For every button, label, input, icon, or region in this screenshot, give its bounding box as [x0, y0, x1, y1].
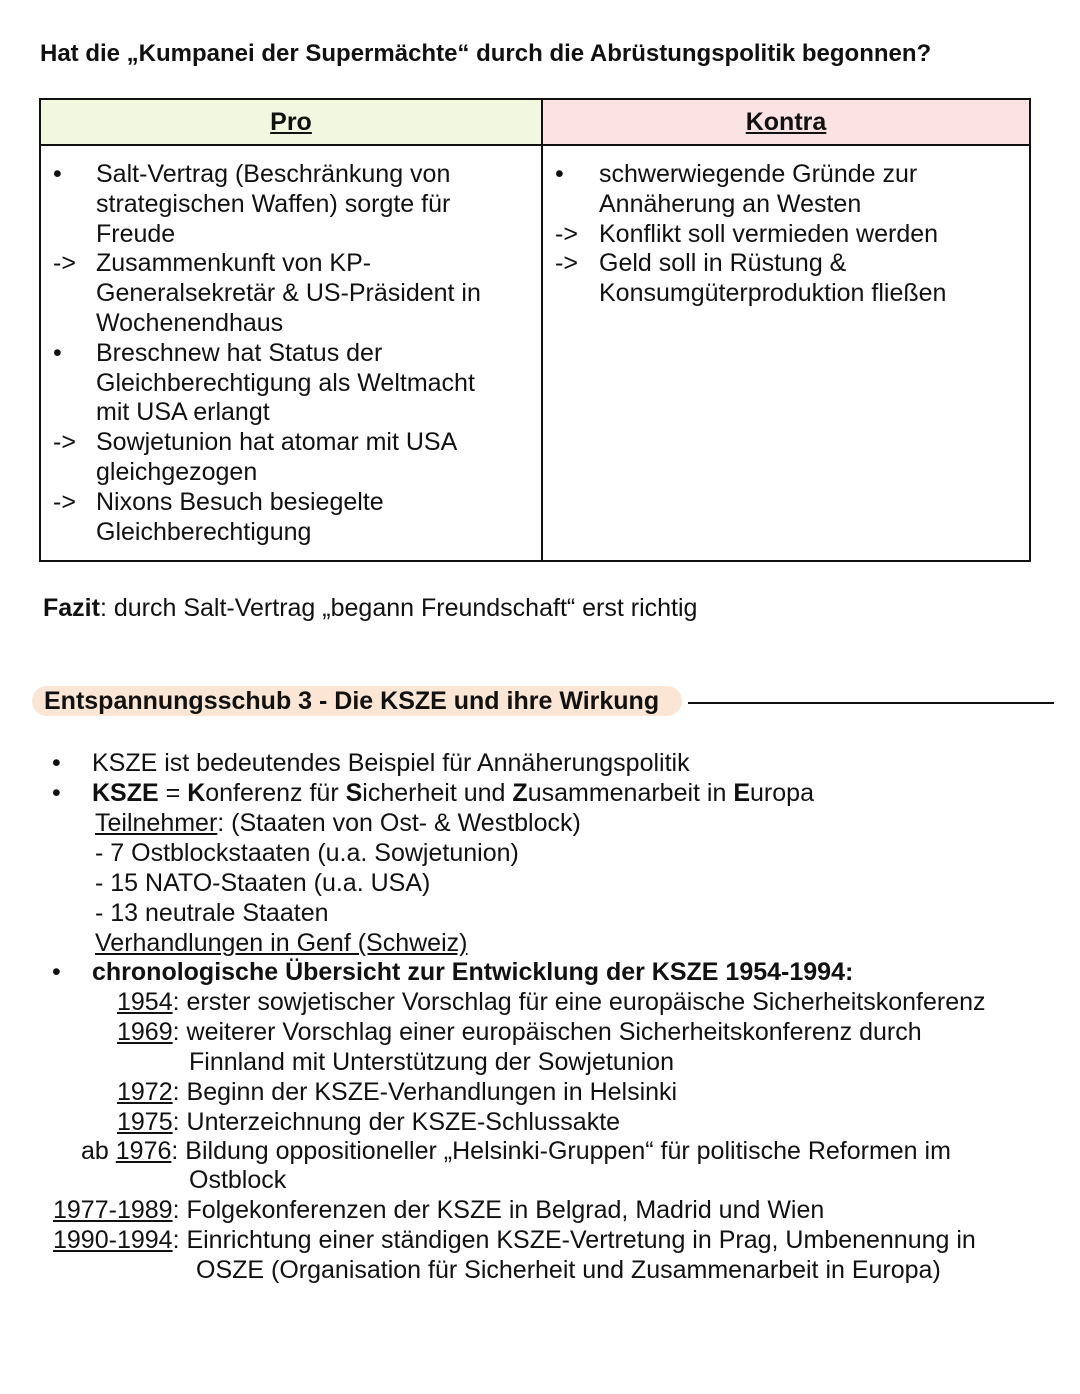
pro-line: [41, 369, 541, 399]
pro-text: Nixons Besuch besiegelte: [96, 487, 384, 516]
kontra-text: Geld soll in Rüstung &: [599, 249, 847, 278]
arrow-marker: ->: [555, 249, 578, 278]
kontra-line: [543, 160, 1029, 190]
pro-line: [41, 488, 541, 518]
pro-line: [41, 458, 541, 488]
teilnehmer-line: Teilnehmer: (Staaten von Ost- & Westblock): [95, 809, 581, 837]
kontra-line: [543, 279, 1029, 309]
bullet-dot: •: [52, 749, 61, 777]
timeline-entry-1954: 1954: erster sowjetischer Vorschlag für eine europäische Sicherheitskonferenz: [117, 988, 986, 1016]
pro-text: Freude: [96, 219, 176, 248]
pro-text: Gleichberechtigung: [96, 517, 312, 546]
timeline-entry-1976-cont: Ostblock: [189, 1166, 287, 1194]
bullet-dot: •: [52, 958, 61, 986]
page-question: Hat die „Kumpanei der Supermächte“ durch die Abrüstungspolitik begonnen?: [40, 40, 932, 67]
kontra-text: Konsumgüterproduktion fließen: [599, 279, 947, 308]
section-title: Entspannungsschub 3 - Die KSZE und ihre Wirkung: [44, 687, 660, 715]
kontra-text: Konflikt soll vermieden werden: [599, 219, 939, 248]
pro-text: Wochenendhaus: [96, 308, 284, 337]
pro-kontra-table: [39, 98, 1031, 562]
member-line: - 7 Ostblockstaaten (u.a. Sowjetunion): [95, 839, 519, 867]
pro-column: [40, 145, 542, 561]
fazit: [43, 594, 697, 623]
fazit-text: : durch Salt-Vertrag „begann Freundschaft“ erst richtig: [99, 594, 698, 622]
bullet-dot: •: [555, 160, 564, 188]
kontra-text: Annäherung an Westen: [599, 189, 862, 218]
bullet-dot: •: [53, 338, 62, 367]
kontra-text: schwerwiegende Gründe zur: [599, 160, 918, 188]
kontra-line: [543, 249, 1029, 279]
pro-line: [41, 249, 541, 279]
member-line: - 15 NATO-Staaten (u.a. USA): [95, 869, 431, 897]
pro-text: gleichgezogen: [96, 457, 258, 486]
arrow-marker: ->: [53, 249, 76, 278]
timeline-entry-1990: 1990-1994: Einrichtung einer ständigen KSZE-Vertretung in Prag, Umbenennung in: [53, 1226, 976, 1254]
verhandlungen-line: Verhandlungen in Genf (Schweiz): [95, 929, 468, 957]
bullet-dot: •: [52, 779, 61, 807]
pro-line: [41, 518, 541, 548]
timeline-entry-1990-cont: OSZE (Organisation für Sicherheit und Zusammenarbeit in Europa): [196, 1256, 941, 1284]
pro-text: Breschnew hat Status der: [96, 338, 383, 367]
pro-text: Gleichberechtigung als Weltmacht: [96, 368, 475, 397]
pro-text: mit USA erlangt: [96, 398, 270, 427]
pro-header: Pro: [40, 99, 542, 145]
bullet-dot: •: [53, 160, 62, 188]
kontra-header: Kontra: [542, 99, 1030, 145]
timeline-entry-1969-cont: Finnland mit Unterstützung der Sowjetunion: [189, 1048, 674, 1076]
arrow-marker: ->: [555, 219, 578, 248]
pro-text: Generalsekretär & US-Präsident in: [96, 279, 481, 308]
ksze-definition: KSZE = Konferenz für Sicherheit und Zusammenarbeit in Europa: [92, 779, 814, 807]
pro-line: [41, 398, 541, 428]
arrow-marker: ->: [53, 487, 76, 516]
arrow-marker: ->: [53, 428, 76, 457]
pro-line: [41, 309, 541, 339]
ksze-intro: KSZE ist bedeutendes Beispiel für Annäherungspolitik: [92, 749, 690, 777]
pro-line: [41, 190, 541, 220]
pro-line: [41, 160, 541, 190]
kontra-line: [543, 220, 1029, 250]
teilnehmer-label: Teilnehmer: [95, 809, 218, 837]
kontra-line: [543, 190, 1029, 220]
timeline-entry-1977: 1977-1989: Folgekonferenzen der KSZE in Belgrad, Madrid und Wien: [53, 1196, 825, 1224]
pro-line: [41, 279, 541, 309]
kontra-column: [542, 145, 1030, 561]
fazit-label: Fazit: [43, 594, 100, 622]
pro-line: [41, 428, 541, 458]
timeline-entry-1972: 1972: Beginn der KSZE-Verhandlungen in Helsinki: [117, 1078, 678, 1106]
pro-text: Salt-Vertrag (Beschränkung von: [96, 160, 451, 188]
pro-text: Zusammenkunft von KP-: [96, 249, 372, 278]
pro-line: [41, 339, 541, 369]
pro-text: strategischen Waffen) sorgte für: [96, 189, 451, 218]
chrono-title: chronologische Übersicht zur Entwicklung der KSZE 1954-1994:: [92, 958, 854, 986]
timeline-entry-1975: 1975: Unterzeichnung der KSZE-Schlussakte: [117, 1108, 621, 1136]
pro-text: Sowjetunion hat atomar mit USA: [96, 428, 458, 457]
pro-line: [41, 220, 541, 250]
timeline-entry-1969: 1969: weiterer Vorschlag einer europäischen Sicherheitskonferenz durch: [117, 1018, 922, 1046]
timeline-entry-1976: ab 1976: Bildung oppositioneller „Helsinki-Gruppen“ für politische Reformen im: [81, 1137, 951, 1165]
section-divider: [688, 702, 1054, 704]
member-line: - 13 neutrale Staaten: [95, 899, 329, 927]
